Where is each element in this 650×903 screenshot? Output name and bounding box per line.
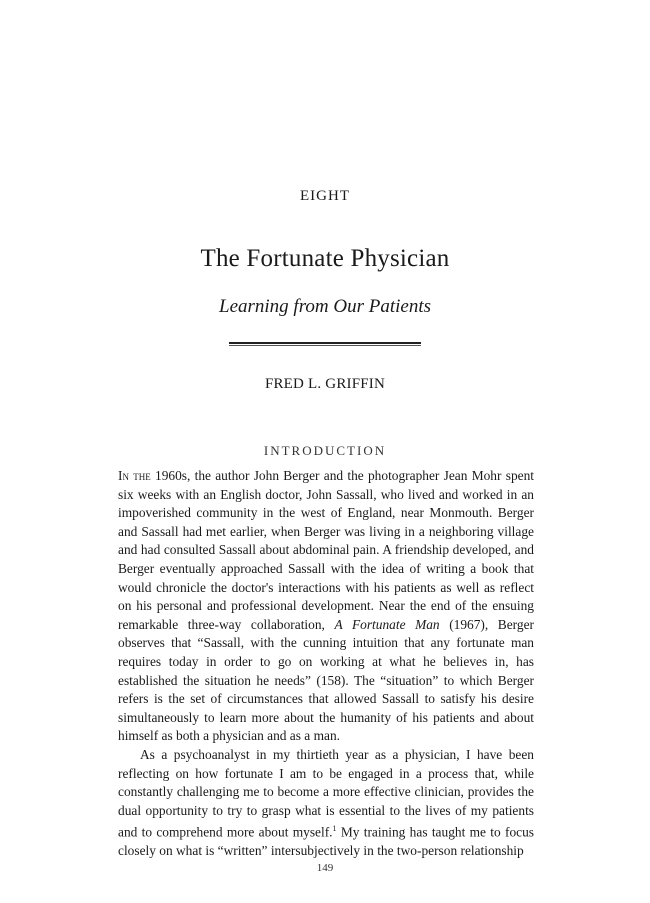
chapter-subtitle: Learning from Our Patients <box>219 296 431 317</box>
paragraph-2-text: As a psychoanalyst in my thirtieth year as a physician, I have been reflecting on how fortunate I am to be engaged in a process that, while constantly challenging me to become a more effective clinician, provides the dual opportunity to try to grasp what is essential to the lives of my patients and to comprehend more about myself. <box>118 746 534 840</box>
paragraph-2 <box>118 746 534 861</box>
page-number: 149 <box>316 862 334 874</box>
paragraph-1-text-continued: (1967), Berger observes that “Sassall, with the cunning intuition that any fortunate man requires today in order to go on working at what he believes in, has established the situation he needs” (158). The “situation” to which Berger refers is the set of circumstances that allowed Sassall to satisfy his desire simultaneously to learn more about the humanity of his patients and about himself as both a physician and as a man. <box>118 616 534 744</box>
footnote-marker: 1 <box>332 824 337 834</box>
paragraph-1-text: 1960s, the author John Berger and the photographer Jean Mohr spent six weeks with an English doctor, John Sassall, who lived and worked in an impoverished community in the west of England, near Monmouth. Berger and Sassall had met earlier, when Berger was living in a neighboring village and had consulted Sassall about abdominal pain. A friendship developed, and Berger eventually approached Sassall with the idea of writing a book that would chronicle the doctor's interactions with his patients as well as reflect on his personal and professional development. Near the end of the ensuing remarkable three-way collaboration, <box>118 468 534 632</box>
book-title-italic: A Fortunate Man <box>334 616 440 632</box>
paragraph-2-text-continued: My training has taught me to focus closely on what is “written” intersubjectively in the two-person relationship <box>118 824 534 859</box>
paragraph-1-lead-in: In the <box>118 468 151 483</box>
section-heading: INTRODUCTION <box>263 443 387 458</box>
chapter-number: EIGHT <box>300 188 350 204</box>
chapter-title: The Fortunate Physician <box>200 245 450 272</box>
paragraph-1 <box>118 467 534 746</box>
body-text <box>118 467 534 861</box>
chapter-author: FRED L. GRIFFIN <box>264 376 386 392</box>
title-divider-rule <box>229 342 421 344</box>
